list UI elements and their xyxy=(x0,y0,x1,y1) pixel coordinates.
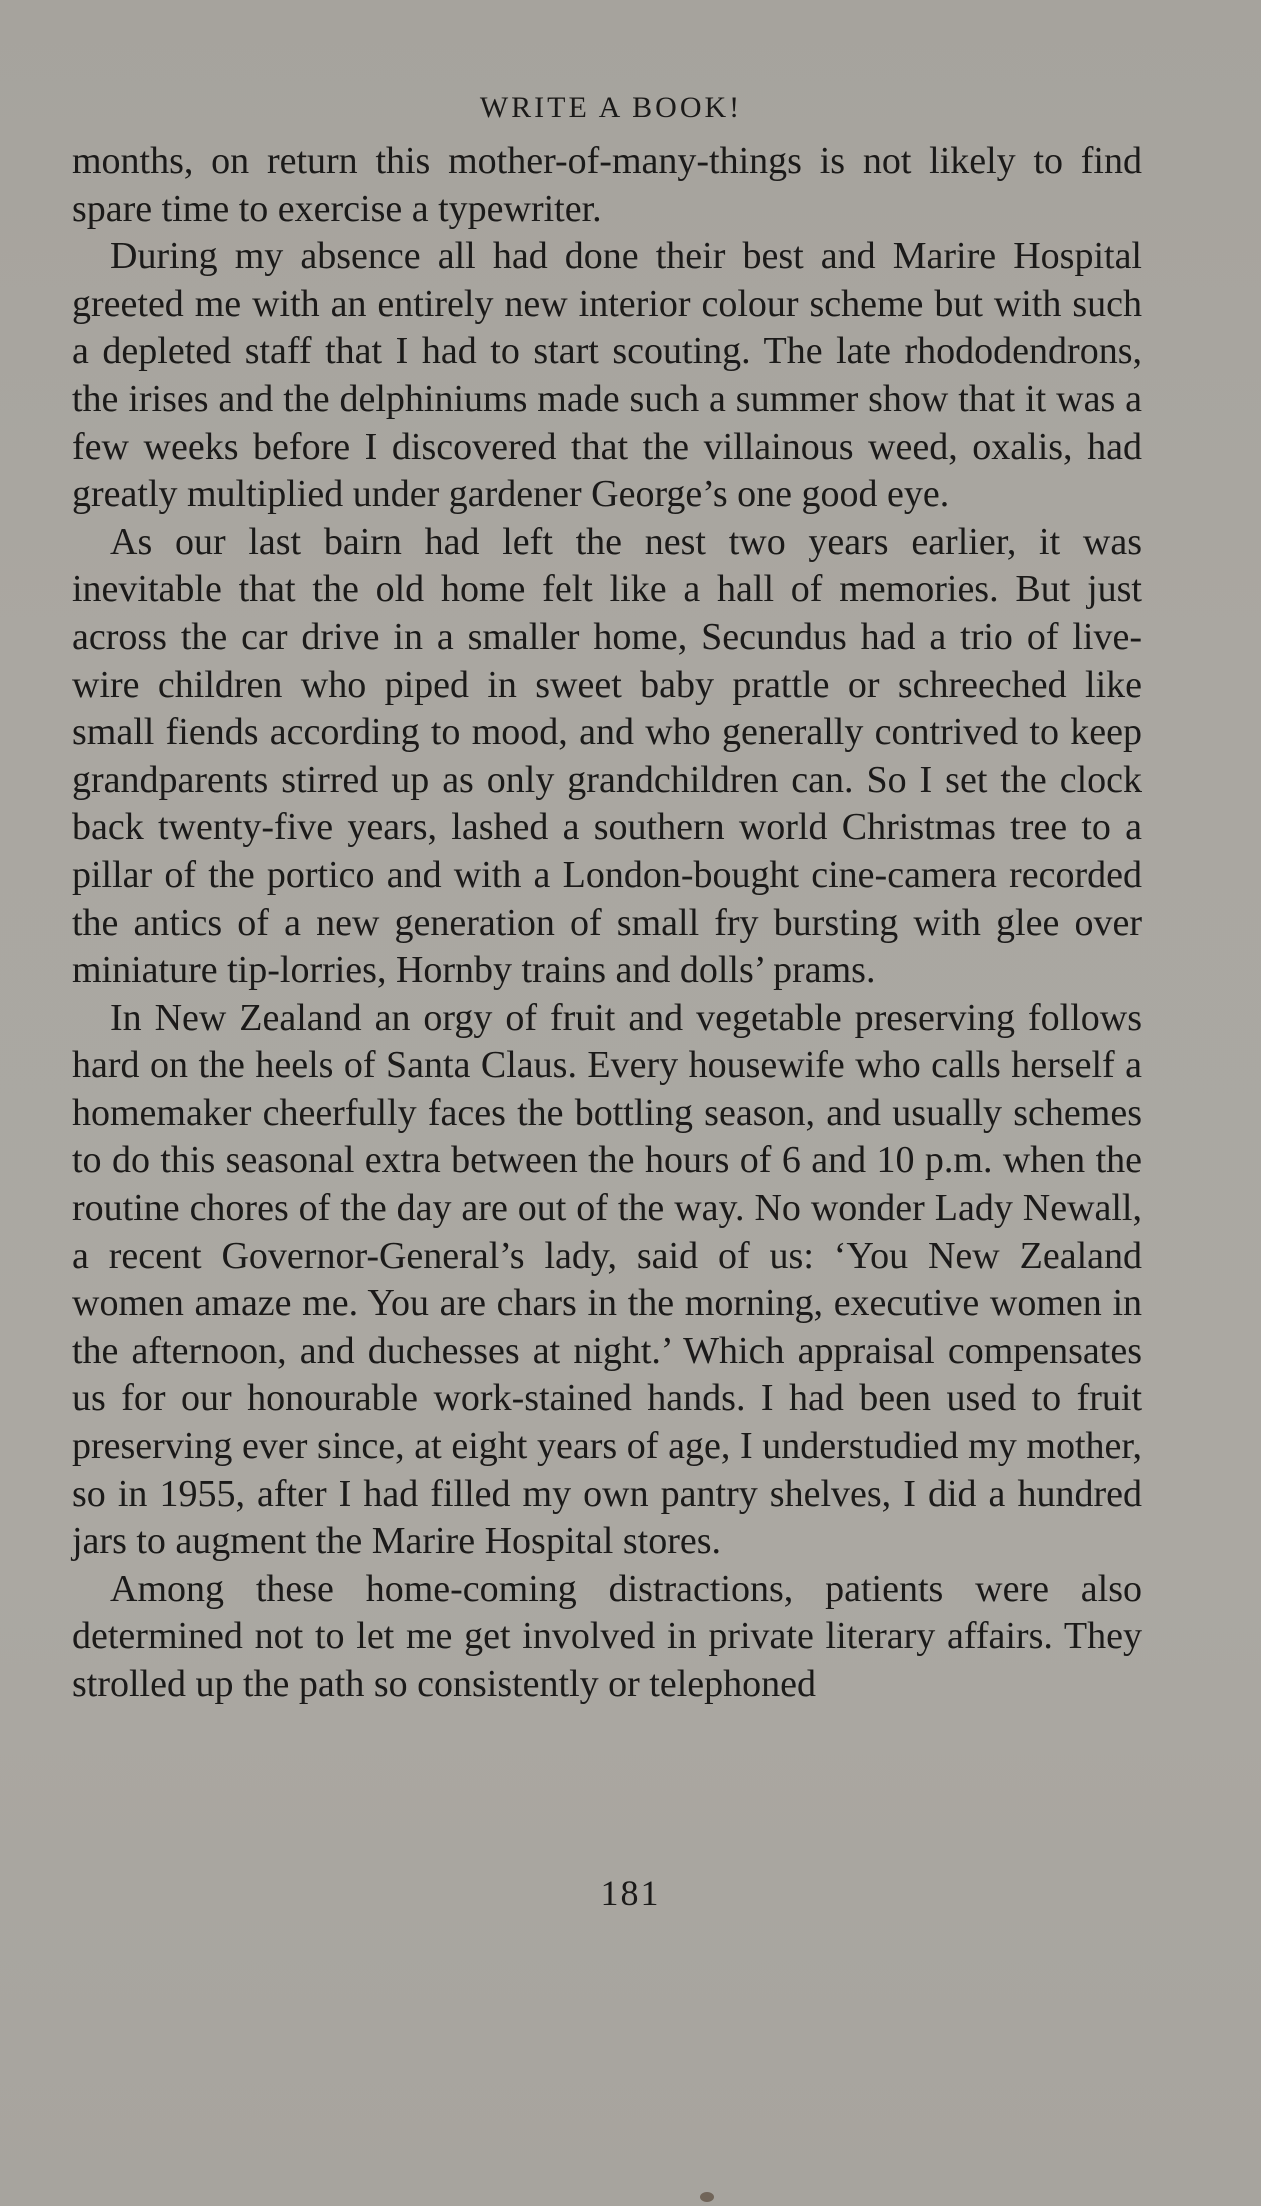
body-text xyxy=(72,138,1142,1709)
paragraph: Among these home-coming distractions, patients were also determined not to let me get involved in private literary affairs. They strolled up the path so consistently or telephoned xyxy=(72,1567,1142,1705)
paragraph: As our last bairn had left the nest two years earlier, it was inevitable that the old home felt like a hall of memories. But just across the car drive in a smaller home, Secundus had a trio of live-wire children who piped in sweet baby prattle or schreeched like small fiends according to mood, and who generally contrived to keep grandparents stirred up as only grandchildren can. So I set the clock back twenty-five years, lashed a southern world Christmas tree to a pillar of the portico and with a London-bought cine-camera recorded the antics of a new generation of small fry bursting with glee over miniature tip-lorries, Hornby trains and dolls’ prams. xyxy=(72,520,1142,992)
paragraph: In New Zealand an orgy of fruit and vegetable preserving follows hard on the heels of Santa Claus. Every housewife who calls herself a homemaker cheerfully faces the bottling season, and usually schemes to do this seasonal extra between the hours of 6 and 10 p.m. when the routine chores of the day are out of the way. No wonder Lady Newall, a recent Governor-General’s lady, said of us: ‘You New Zealand women amaze me. You are chars in the morning, executive women in the afternoon, and duchesses at night.’ Which appraisal compensates us for our honourable work-stained hands. I had been used to fruit preserving ever since, at eight years of age, I understudied my mother, so in 1955, after I had filled my own pantry shelves, I did a hundred jars to augment the Marire Hospital stores. xyxy=(72,996,1142,1563)
page-number: 181 xyxy=(600,1873,661,1913)
paragraph: During my absence all had done their best and Marire Hospital greeted me with an entirely new interior colour scheme but with such a depleted staff that I had to start scouting. The late rhododendrons, the irises and the delphiniums made such a summer show that it was a few weeks before I discovered that the villainous weed, oxalis, had greatly multiplied under gardener George’s one good eye. xyxy=(72,235,1142,516)
paragraph: months, on return this mother-of-many-things is not likely to find spare time to exercise a typewriter. xyxy=(72,140,1142,230)
running-title: WRITE A BOOK! xyxy=(479,91,743,124)
book-page xyxy=(72,78,1142,1709)
paper-blemish xyxy=(700,2192,714,2202)
